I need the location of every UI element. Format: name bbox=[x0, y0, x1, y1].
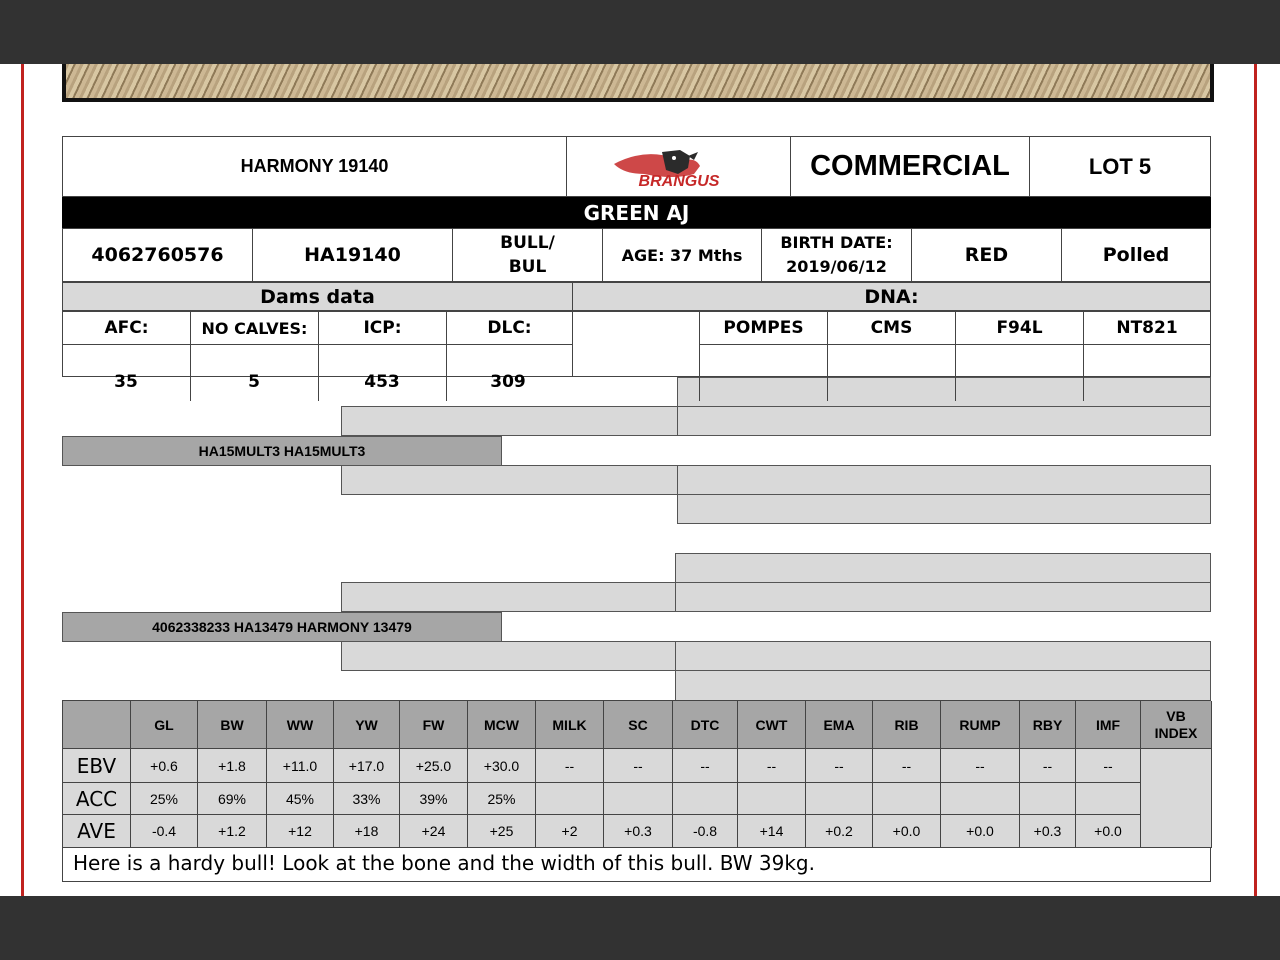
ebv-value-acc-ema bbox=[806, 783, 873, 815]
ebv-value-ave-cwt: +14 bbox=[738, 815, 806, 848]
pedigree-sire: HA15MULT3 HA15MULT3 bbox=[62, 436, 502, 466]
ebv-header-corner bbox=[63, 701, 131, 749]
ebv-value-ebv-rib: -- bbox=[873, 749, 941, 783]
pedigree-great-grand-box bbox=[677, 494, 1211, 524]
ebv-value-ave-milk: +2 bbox=[536, 815, 604, 848]
sex-cell bbox=[452, 228, 603, 282]
ebv-value-ave-rump: +0.0 bbox=[941, 815, 1020, 848]
ebv-row-label-acc: ACC bbox=[63, 783, 131, 815]
ebv-value-acc-rby bbox=[1020, 783, 1076, 815]
pedigree-grand-sire-box bbox=[341, 582, 676, 612]
ebv-header-rump: RUMP bbox=[941, 701, 1020, 749]
pedigree-great-grand-box bbox=[675, 553, 1211, 583]
dna-value-cell bbox=[955, 344, 1084, 377]
ebv-header-ww: WW bbox=[267, 701, 334, 749]
age-cell: AGE: 37 Mths bbox=[602, 228, 762, 282]
ebv-value-ave-ww: +12 bbox=[267, 815, 334, 848]
ebv-value-ebv-cwt: -- bbox=[738, 749, 806, 783]
ebv-value-ebv-fw: +25.0 bbox=[400, 749, 468, 783]
vb-index-line-2: INDEX bbox=[1154, 724, 1198, 741]
ebv-value-acc-milk bbox=[536, 783, 604, 815]
ebv-value-acc-rib bbox=[873, 783, 941, 815]
ebv-value-ave-mcw: +25 bbox=[468, 815, 536, 848]
ebv-value-ave-sc: +0.3 bbox=[604, 815, 673, 848]
ebv-value-ave-fw: +24 bbox=[400, 815, 468, 848]
ebv-value-ave-bw: +1.2 bbox=[198, 815, 267, 848]
dna-value-cell bbox=[827, 344, 956, 377]
svg-text:BRANGUS: BRANGUS bbox=[638, 172, 719, 190]
ebv-value-ave-rib: +0.0 bbox=[873, 815, 941, 848]
top-dark-bar bbox=[0, 0, 1280, 64]
birth-date-value: 2019/06/12 bbox=[786, 257, 887, 276]
vb-index-value-cell bbox=[1141, 749, 1212, 848]
dna-value-cell bbox=[1083, 344, 1211, 377]
ebv-value-ebv-ema: -- bbox=[806, 749, 873, 783]
ident-code: HA19140 bbox=[252, 228, 453, 282]
bull-head-icon bbox=[604, 144, 754, 190]
dams-header-afc: AFC: bbox=[62, 311, 191, 345]
ebv-header-gl: GL bbox=[131, 701, 198, 749]
dams-value-no-calves: 5 bbox=[248, 372, 260, 392]
dna-divider bbox=[827, 377, 828, 401]
dams-value-icp: 453 bbox=[364, 372, 400, 392]
horn-status-cell: Polled bbox=[1061, 228, 1211, 282]
pedigree-great-grand-box bbox=[677, 465, 1211, 495]
dams-header-icp: ICP: bbox=[318, 311, 447, 345]
ebv-value-ebv-yw: +17.0 bbox=[334, 749, 400, 783]
registration-number: 4062760576 bbox=[62, 228, 253, 282]
ebv-header-vb-index bbox=[1141, 701, 1212, 749]
dna-title: DNA: bbox=[572, 282, 1211, 311]
ebv-value-ebv-gl: +0.6 bbox=[131, 749, 198, 783]
ebv-row-label-ebv: EBV bbox=[63, 749, 131, 783]
pedigree-great-grand-box bbox=[675, 582, 1211, 612]
color-cell: RED bbox=[911, 228, 1062, 282]
ebv-row-label-ave: AVE bbox=[63, 815, 131, 848]
ebv-value-ebv-rby: -- bbox=[1020, 749, 1076, 783]
ebv-value-ebv-ww: +11.0 bbox=[267, 749, 334, 783]
dna-value-cell bbox=[699, 344, 828, 377]
dna-header-pompes: POMPES bbox=[699, 311, 828, 345]
dams-header-dlc: DLC: bbox=[446, 311, 573, 345]
dna-divider bbox=[699, 377, 700, 401]
ebv-value-ebv-bw: +1.8 bbox=[198, 749, 267, 783]
ebv-header-imf: IMF bbox=[1076, 701, 1141, 749]
ebv-value-acc-rump bbox=[941, 783, 1020, 815]
ebv-header-rib: RIB bbox=[873, 701, 941, 749]
dams-data-title: Dams data bbox=[62, 282, 573, 311]
left-red-border bbox=[21, 64, 24, 896]
ebv-value-acc-mcw: 25% bbox=[468, 783, 536, 815]
ebv-value-ave-dtc: -0.8 bbox=[673, 815, 738, 848]
dna-divider bbox=[955, 377, 956, 401]
ebv-value-ave-ema: +0.2 bbox=[806, 815, 873, 848]
dna-divider bbox=[1083, 377, 1084, 401]
ebv-value-acc-cwt bbox=[738, 783, 806, 815]
ebv-value-ebv-dtc: -- bbox=[673, 749, 738, 783]
ebv-value-acc-gl: 25% bbox=[131, 783, 198, 815]
ebv-header-fw: FW bbox=[400, 701, 468, 749]
birth-date-label: BIRTH DATE: bbox=[780, 233, 893, 252]
ebv-value-ebv-milk: -- bbox=[536, 749, 604, 783]
ebv-value-ebv-rump: -- bbox=[941, 749, 1020, 783]
ebv-header-bw: BW bbox=[198, 701, 267, 749]
ebv-value-acc-bw: 69% bbox=[198, 783, 267, 815]
pedigree-great-grand-box bbox=[675, 670, 1211, 701]
birth-date-cell bbox=[761, 228, 912, 282]
owner-bar: GREEN AJ bbox=[62, 197, 1211, 228]
pedigree-grand-dam-box bbox=[341, 641, 676, 671]
ebv-value-acc-yw: 33% bbox=[334, 783, 400, 815]
dna-header-nt821: NT821 bbox=[1083, 311, 1211, 345]
bull-photo-strip bbox=[62, 64, 1214, 102]
ebv-value-ave-yw: +18 bbox=[334, 815, 400, 848]
ebv-header-sc: SC bbox=[604, 701, 673, 749]
lot-number: LOT 5 bbox=[1029, 136, 1211, 197]
ebv-header-rby: RBY bbox=[1020, 701, 1076, 749]
ebv-value-ave-imf: +0.0 bbox=[1076, 815, 1141, 848]
pedigree-great-grand-box bbox=[677, 377, 1211, 407]
dna-header-f94l: F94L bbox=[955, 311, 1084, 345]
dna-blank-cell bbox=[572, 311, 700, 377]
ebv-value-acc-imf bbox=[1076, 783, 1141, 815]
ebv-header-cwt: CWT bbox=[738, 701, 806, 749]
dna-header-cms: CMS bbox=[827, 311, 956, 345]
ebv-header-ema: EMA bbox=[806, 701, 873, 749]
pedigree-grand-sire-box bbox=[341, 406, 678, 436]
dams-value-afc: 35 bbox=[114, 372, 138, 392]
ebv-header-dtc: DTC bbox=[673, 701, 738, 749]
ebv-value-ebv-imf: -- bbox=[1076, 749, 1141, 783]
brangus-logo bbox=[566, 136, 791, 197]
dams-value-dlc: 309 bbox=[490, 372, 526, 392]
comment-text: Here is a hardy bull! Look at the bone and the width of this bull. BW 39kg. bbox=[62, 847, 1211, 882]
ebv-value-acc-fw: 39% bbox=[400, 783, 468, 815]
right-red-border bbox=[1254, 64, 1257, 896]
sex-line-1: BULL/ bbox=[500, 233, 555, 253]
ebv-value-acc-dtc bbox=[673, 783, 738, 815]
bottom-dark-bar bbox=[0, 896, 1280, 960]
sex-line-2: BUL bbox=[508, 257, 547, 277]
ebv-value-acc-sc bbox=[604, 783, 673, 815]
ebv-table bbox=[62, 700, 1211, 848]
ebv-value-ebv-mcw: +30.0 bbox=[468, 749, 536, 783]
category-label: COMMERCIAL bbox=[790, 136, 1030, 197]
animal-name: HARMONY 19140 bbox=[62, 136, 567, 197]
pedigree-dam: 4062338233 HA13479 HARMONY 13479 bbox=[62, 612, 502, 642]
ebv-header-mcw: MCW bbox=[468, 701, 536, 749]
ebv-value-ebv-sc: -- bbox=[604, 749, 673, 783]
ebv-value-acc-ww: 45% bbox=[267, 783, 334, 815]
ebv-value-ave-rby: +0.3 bbox=[1020, 815, 1076, 848]
ebv-header-milk: MILK bbox=[536, 701, 604, 749]
ebv-value-ave-gl: -0.4 bbox=[131, 815, 198, 848]
dams-header-no-calves: NO CALVES: bbox=[190, 311, 319, 345]
ebv-header-yw: YW bbox=[334, 701, 400, 749]
pedigree-great-grand-box bbox=[677, 406, 1211, 436]
pedigree-grand-dam-box bbox=[341, 465, 678, 495]
vb-index-line-1: VB bbox=[1166, 707, 1186, 724]
pedigree-great-grand-box bbox=[675, 641, 1211, 671]
